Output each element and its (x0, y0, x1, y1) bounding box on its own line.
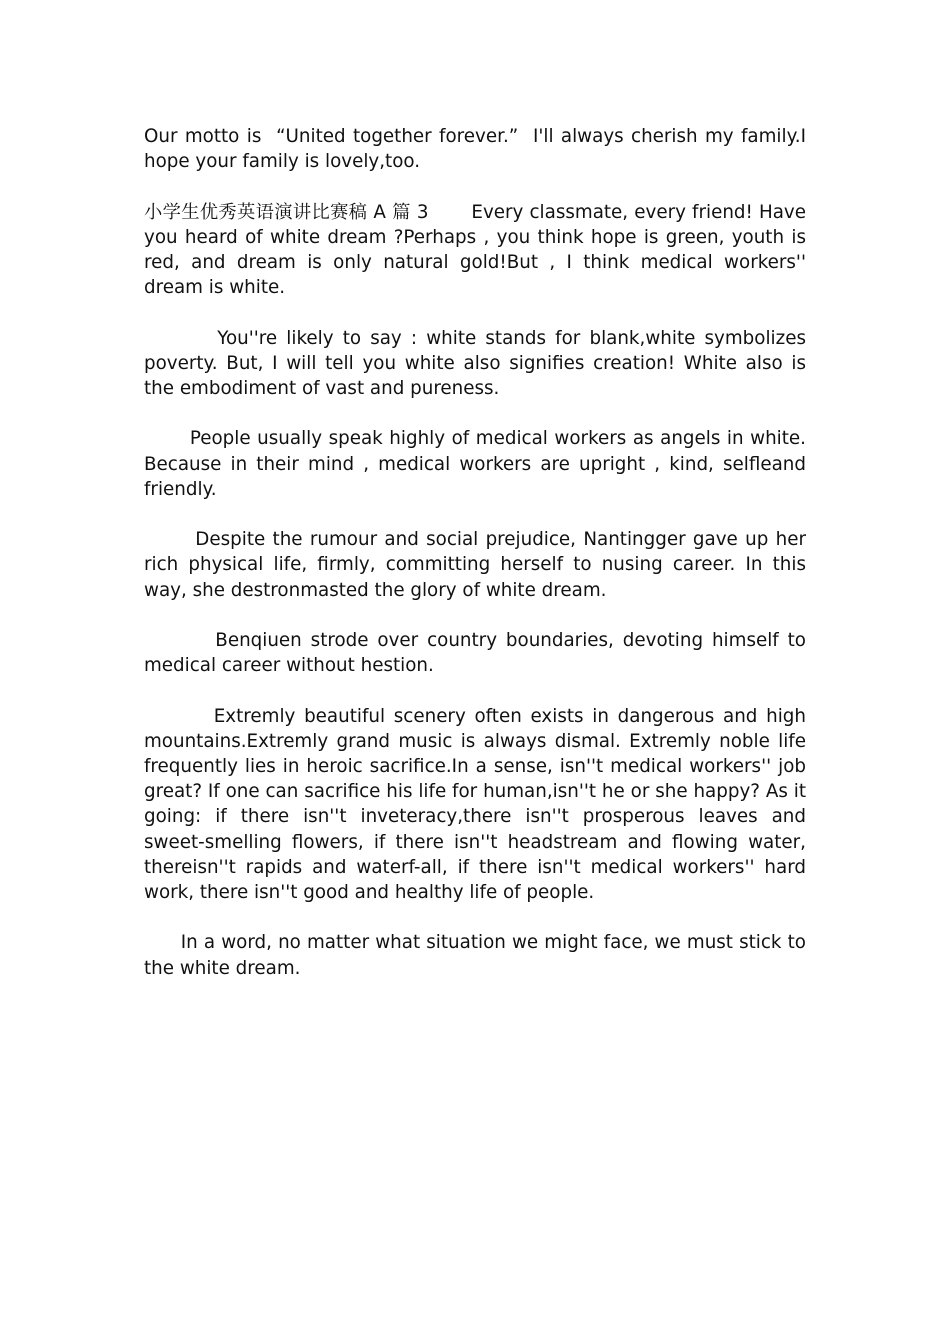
document-page (144, 124, 812, 1006)
paragraph-white-symbolizes: You''re likely to say : white stands for blank,white symbolizes poverty. But, I will tell you white also signifies creation! White also is the embodiment of vast and pureness. (144, 327, 812, 399)
paragraph-sacrifice: Extremly beautiful scenery often exists in dangerous and high mountains.Extremly grand music is always dismal. Extremly noble life frequently lies in heroic sacrifice.In a sense, isn''t medical workers'' job great? If one can sacrifice his life for human,isn''t he or she happy? As it going: if there isn''t inveteracy,there isn''t prosperous leaves and sweet-smelling flowers, if there isn''t headstream and flowing water, thereisn''t rapids and waterf-all, if there isn''t medical workers'' hard work, there isn''t good and healthy life of people. (144, 705, 812, 903)
paragraph-angels-in-white: People usually speak highly of medical workers as angels in white. Because in their mind , medical workers are upright , kind, selfleand friendly. (144, 428, 812, 500)
paragraph-conclusion: In a word, no matter what situation we might face, we must stick to the white dream. (144, 932, 812, 979)
paragraph-speech-title: 小学生优秀英语演讲比赛稿 A 篇 3 Every classmate, every friend! Have you heard of white dream ?Perhaps , you think hope is green, youth is red, and dream is only natural gold!But , I think medical workers'' dream is white. (144, 201, 812, 299)
paragraph-nantingger: Despite the rumour and social prejudice, Nantingger gave up her rich physical life, firmly, committing herself to nusing career. In this way, she destronmasted the glory of white dream. (144, 529, 812, 601)
paragraph-motto: Our motto is “United together forever.” I'll always cherish my family.I hope your family is lovely,too. (144, 126, 812, 173)
paragraph-benqiuen: Benqiuen strode over country boundaries, devoting himself to medical career without hestion. (144, 629, 812, 677)
